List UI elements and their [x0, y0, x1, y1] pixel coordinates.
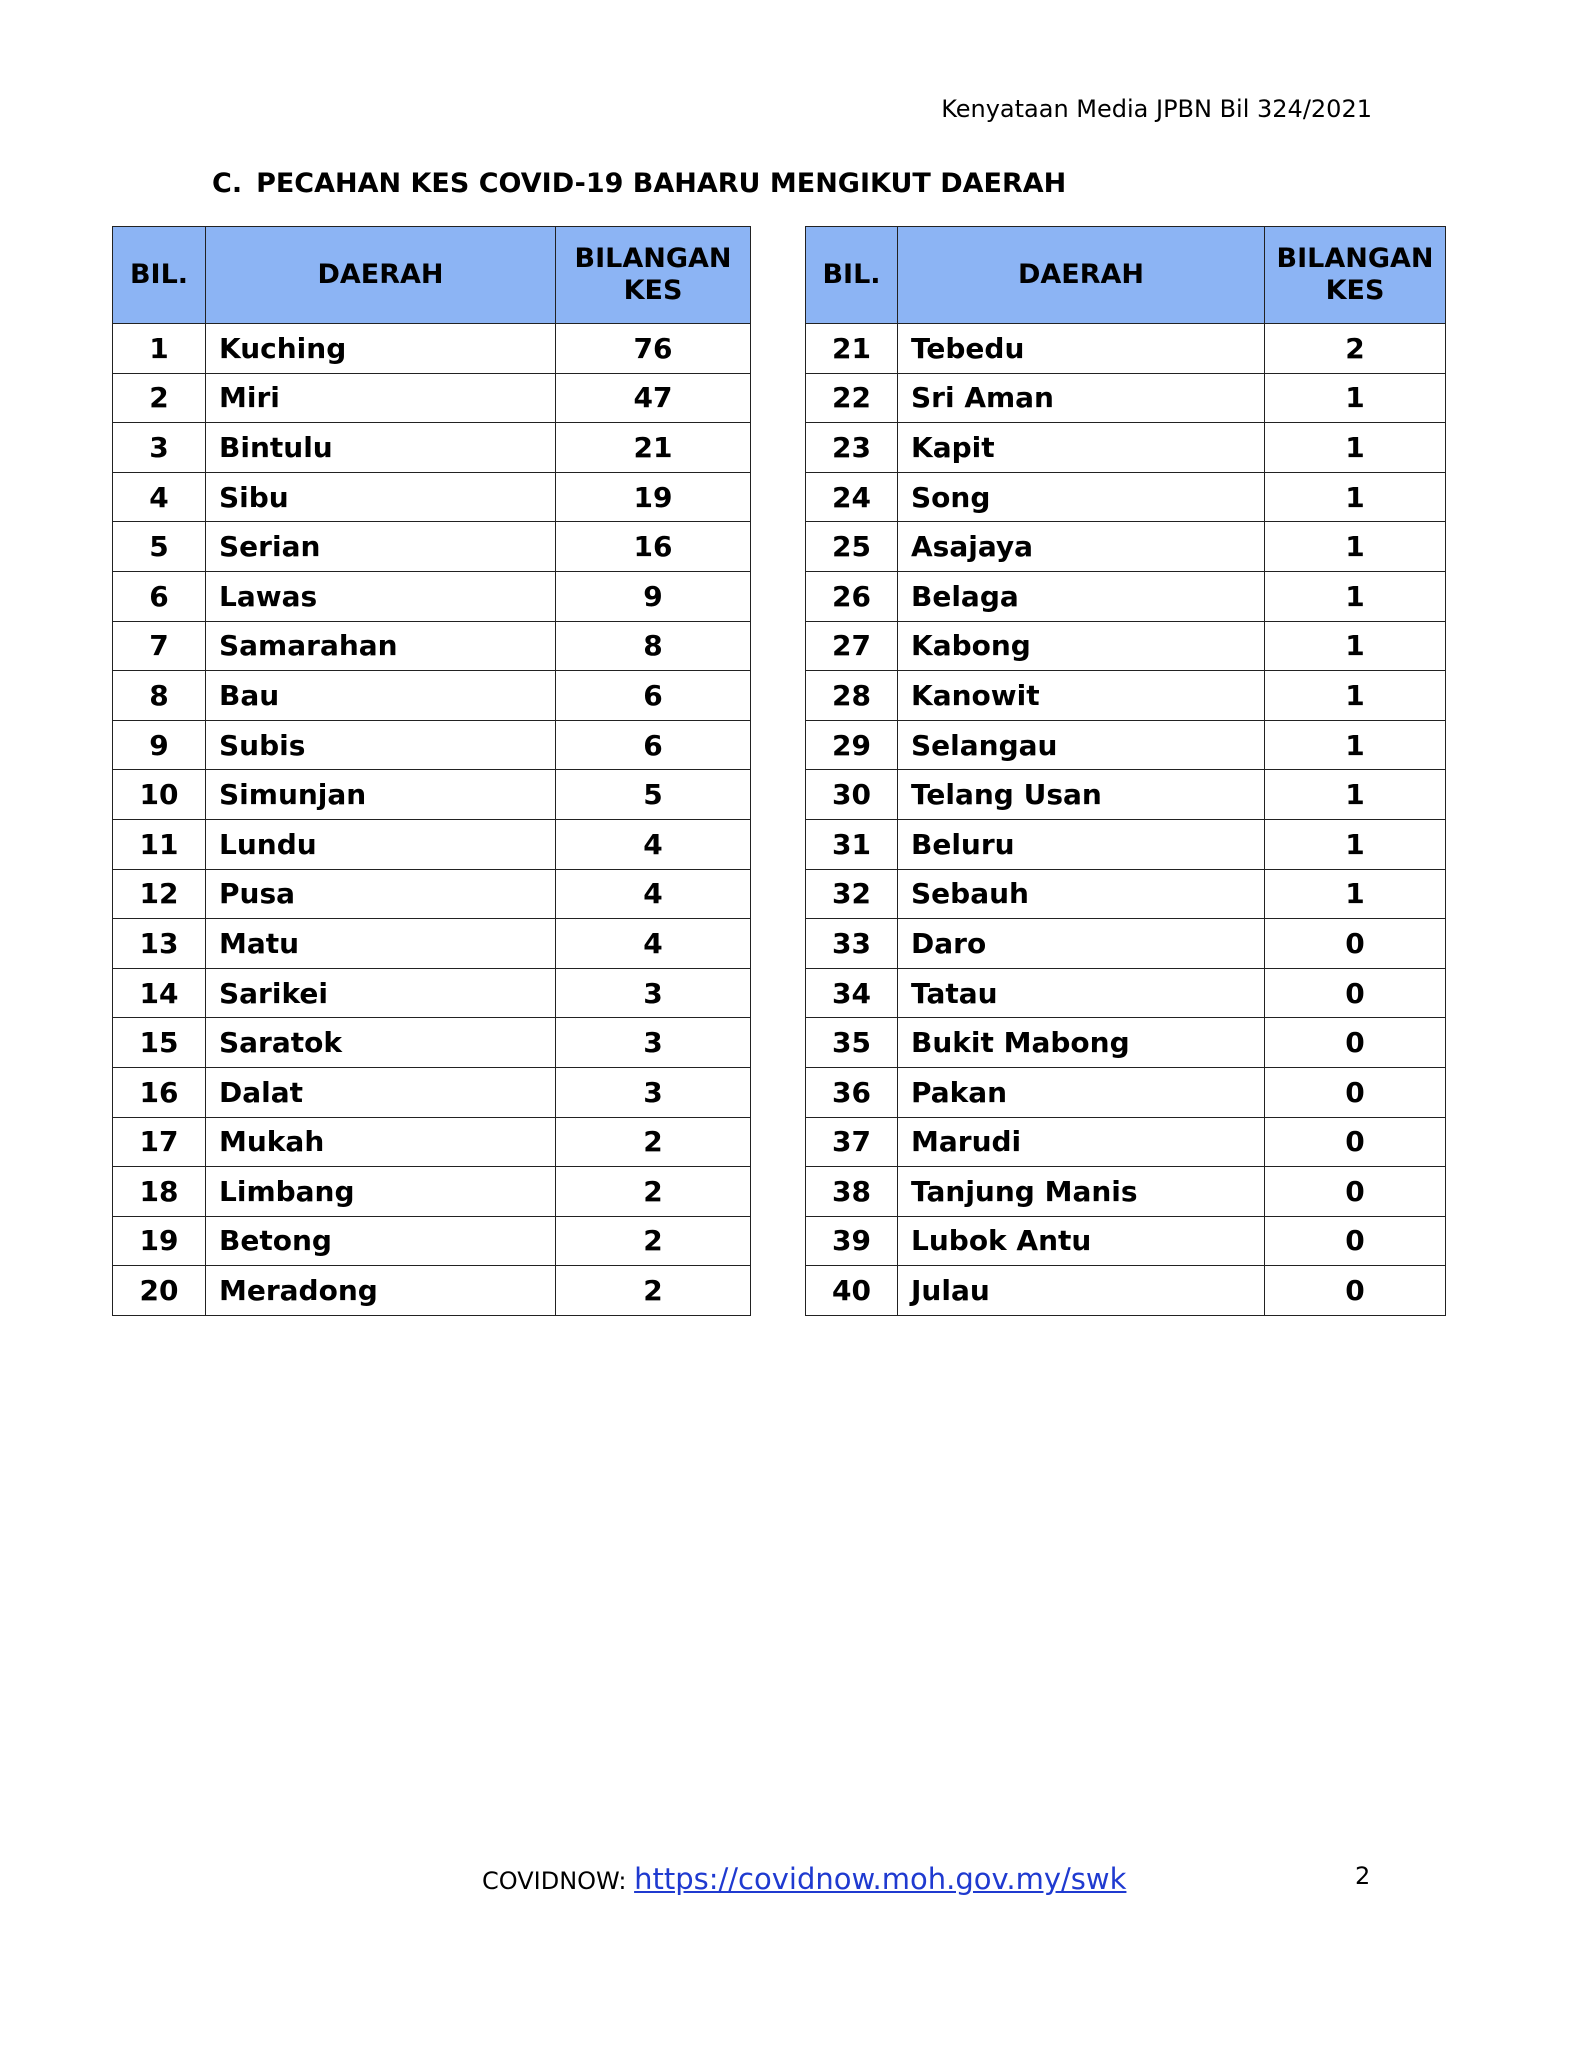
- table-row: [113, 819, 751, 869]
- district-name: Limbang: [206, 1167, 556, 1217]
- row-number: 25: [806, 522, 898, 572]
- table-row: [113, 373, 751, 423]
- district-name: Kanowit: [898, 671, 1265, 721]
- row-number: 39: [806, 1216, 898, 1266]
- district-name: Kuching: [206, 324, 556, 374]
- row-number: 23: [806, 423, 898, 473]
- case-count: 1: [1265, 522, 1446, 572]
- table-row: [806, 472, 1446, 522]
- table-header-row: [113, 227, 751, 324]
- case-count: 1: [1265, 770, 1446, 820]
- case-count: 4: [556, 919, 751, 969]
- row-number: 28: [806, 671, 898, 721]
- table-row: [113, 1266, 751, 1316]
- press-release-reference: Kenyataan Media JPBN Bil 324/2021: [941, 95, 1372, 123]
- case-count: 0: [1265, 919, 1446, 969]
- row-number: 18: [113, 1167, 206, 1217]
- row-number: 36: [806, 1067, 898, 1117]
- case-count: 1: [1265, 869, 1446, 919]
- case-count: 6: [556, 671, 751, 721]
- row-number: 6: [113, 571, 206, 621]
- row-number: 10: [113, 770, 206, 820]
- case-count: 0: [1265, 968, 1446, 1018]
- table-row: [806, 423, 1446, 473]
- case-count: 4: [556, 819, 751, 869]
- header-case-count-line1: BILANGAN: [1276, 242, 1434, 274]
- district-name: Sri Aman: [898, 373, 1265, 423]
- district-name: Sarikei: [206, 968, 556, 1018]
- case-count: 2: [1265, 324, 1446, 374]
- district-name: Marudi: [898, 1117, 1265, 1167]
- row-number: 11: [113, 819, 206, 869]
- table-row: [113, 720, 751, 770]
- row-number: 31: [806, 819, 898, 869]
- case-count: 3: [556, 1018, 751, 1068]
- row-number: 32: [806, 869, 898, 919]
- table-row: [113, 1216, 751, 1266]
- case-count: 76: [556, 324, 751, 374]
- row-number: 5: [113, 522, 206, 572]
- row-number: 35: [806, 1018, 898, 1068]
- district-name: Sebauh: [898, 869, 1265, 919]
- footer-label: COVIDNOW:: [482, 1867, 635, 1895]
- case-count: 0: [1265, 1216, 1446, 1266]
- district-name: Beluru: [898, 819, 1265, 869]
- district-name: Tebedu: [898, 324, 1265, 374]
- row-number: 20: [113, 1266, 206, 1316]
- row-number: 30: [806, 770, 898, 820]
- row-number: 22: [806, 373, 898, 423]
- row-number: 21: [806, 324, 898, 374]
- case-count: 0: [1265, 1018, 1446, 1068]
- table-header-row: [806, 227, 1446, 324]
- case-count: 2: [556, 1117, 751, 1167]
- district-cases-table-left: [112, 226, 751, 1316]
- table-row: [113, 869, 751, 919]
- table-row: [806, 919, 1446, 969]
- district-name: Samarahan: [206, 621, 556, 671]
- row-number: 29: [806, 720, 898, 770]
- case-count: 4: [556, 869, 751, 919]
- district-name: Tanjung Manis: [898, 1167, 1265, 1217]
- district-name: Pusa: [206, 869, 556, 919]
- row-number: 26: [806, 571, 898, 621]
- case-count: 21: [556, 423, 751, 473]
- row-number: 13: [113, 919, 206, 969]
- table-row: [113, 1018, 751, 1068]
- header-no: BIL.: [113, 227, 206, 324]
- header-case-count-line2: KES: [1325, 275, 1385, 306]
- district-name: Daro: [898, 919, 1265, 969]
- table-row: [806, 522, 1446, 572]
- district-name: Telang Usan: [898, 770, 1265, 820]
- section-title-text: PECAHAN KES COVID-19 BAHARU MENGIKUT DAERAH: [256, 168, 1067, 199]
- header-district: DAERAH: [206, 227, 556, 324]
- district-name: Bintulu: [206, 423, 556, 473]
- row-number: 16: [113, 1067, 206, 1117]
- district-name: Serian: [206, 522, 556, 572]
- footer: [482, 1862, 1126, 1896]
- case-count: 1: [1265, 819, 1446, 869]
- case-count: 1: [1265, 571, 1446, 621]
- row-number: 9: [113, 720, 206, 770]
- district-name: Meradong: [206, 1266, 556, 1316]
- district-name: Lundu: [206, 819, 556, 869]
- table-row: [113, 671, 751, 721]
- table-body: [113, 324, 751, 1316]
- table-row: [806, 621, 1446, 671]
- row-number: 34: [806, 968, 898, 1018]
- table-row: [113, 522, 751, 572]
- table-row: [806, 571, 1446, 621]
- table-row: [113, 1067, 751, 1117]
- case-count: 6: [556, 720, 751, 770]
- district-name: Kapit: [898, 423, 1265, 473]
- district-name: Kabong: [898, 621, 1265, 671]
- row-number: 7: [113, 621, 206, 671]
- district-name: Simunjan: [206, 770, 556, 820]
- table-row: [806, 819, 1446, 869]
- table-body: [806, 324, 1446, 1316]
- row-number: 24: [806, 472, 898, 522]
- case-count: 3: [556, 1067, 751, 1117]
- table-row: [806, 671, 1446, 721]
- row-number: 17: [113, 1117, 206, 1167]
- table-row: [113, 423, 751, 473]
- case-count: 8: [556, 621, 751, 671]
- district-cases-table-right: [805, 226, 1446, 1316]
- header-no: BIL.: [806, 227, 898, 324]
- case-count: 1: [1265, 621, 1446, 671]
- case-count: 3: [556, 968, 751, 1018]
- district-name: Selangau: [898, 720, 1265, 770]
- case-count: 1: [1265, 720, 1446, 770]
- header-case-count-line2: KES: [623, 275, 683, 306]
- table-row: [113, 472, 751, 522]
- table-row: [113, 919, 751, 969]
- row-number: 33: [806, 919, 898, 969]
- district-name: Pakan: [898, 1067, 1265, 1117]
- row-number: 27: [806, 621, 898, 671]
- table-row: [806, 968, 1446, 1018]
- case-count: 1: [1265, 671, 1446, 721]
- district-name: Mukah: [206, 1117, 556, 1167]
- district-name: Subis: [206, 720, 556, 770]
- table-row: [806, 1216, 1446, 1266]
- case-count: 0: [1265, 1167, 1446, 1217]
- district-name: Saratok: [206, 1018, 556, 1068]
- table-row: [806, 324, 1446, 374]
- row-number: 3: [113, 423, 206, 473]
- case-count: 9: [556, 571, 751, 621]
- row-number: 19: [113, 1216, 206, 1266]
- row-number: 2: [113, 373, 206, 423]
- table-row: [113, 571, 751, 621]
- district-name: Lubok Antu: [898, 1216, 1265, 1266]
- header-case-count: [556, 227, 751, 324]
- case-count: 2: [556, 1167, 751, 1217]
- row-number: 8: [113, 671, 206, 721]
- case-count: 47: [556, 373, 751, 423]
- header-district: DAERAH: [898, 227, 1265, 324]
- case-count: 1: [1265, 423, 1446, 473]
- row-number: 15: [113, 1018, 206, 1068]
- case-count: 1: [1265, 472, 1446, 522]
- table-row: [806, 1266, 1446, 1316]
- section-letter: C.: [212, 168, 243, 199]
- table-row: [113, 324, 751, 374]
- district-name: Julau: [898, 1266, 1265, 1316]
- table-row: [113, 621, 751, 671]
- row-number: 1: [113, 324, 206, 374]
- row-number: 37: [806, 1117, 898, 1167]
- table-row: [806, 770, 1446, 820]
- row-number: 40: [806, 1266, 898, 1316]
- header-case-count: [1265, 227, 1446, 324]
- table-row: [806, 373, 1446, 423]
- case-count: 1: [1265, 373, 1446, 423]
- district-name: Bau: [206, 671, 556, 721]
- table-row: [113, 1117, 751, 1167]
- table-row: [806, 720, 1446, 770]
- district-name: Tatau: [898, 968, 1265, 1018]
- case-count: 0: [1265, 1266, 1446, 1316]
- row-number: 14: [113, 968, 206, 1018]
- table-row: [113, 770, 751, 820]
- table-row: [806, 1067, 1446, 1117]
- district-name: Miri: [206, 373, 556, 423]
- district-name: Dalat: [206, 1067, 556, 1117]
- case-count: 0: [1265, 1067, 1446, 1117]
- district-name: Belaga: [898, 571, 1265, 621]
- district-name: Bukit Mabong: [898, 1018, 1265, 1068]
- case-count: 0: [1265, 1117, 1446, 1167]
- district-name: Asajaya: [898, 522, 1265, 572]
- case-count: 2: [556, 1216, 751, 1266]
- header-case-count-line1: BILANGAN: [574, 242, 732, 274]
- table-row: [113, 1167, 751, 1217]
- row-number: 4: [113, 472, 206, 522]
- district-name: Matu: [206, 919, 556, 969]
- covidnow-link[interactable]: https://covidnow.moh.gov.my/swk: [634, 1862, 1127, 1896]
- row-number: 38: [806, 1167, 898, 1217]
- row-number: 12: [113, 869, 206, 919]
- case-count: 2: [556, 1266, 751, 1316]
- page-number: 2: [1355, 1862, 1371, 1890]
- table-row: [806, 1018, 1446, 1068]
- case-count: 5: [556, 770, 751, 820]
- table-row: [806, 1117, 1446, 1167]
- district-name: Betong: [206, 1216, 556, 1266]
- table-row: [113, 968, 751, 1018]
- table-row: [806, 1167, 1446, 1217]
- table-row: [806, 869, 1446, 919]
- district-name: Song: [898, 472, 1265, 522]
- case-count: 19: [556, 472, 751, 522]
- section-title: [212, 168, 1066, 199]
- district-name: Lawas: [206, 571, 556, 621]
- district-name: Sibu: [206, 472, 556, 522]
- case-count: 16: [556, 522, 751, 572]
